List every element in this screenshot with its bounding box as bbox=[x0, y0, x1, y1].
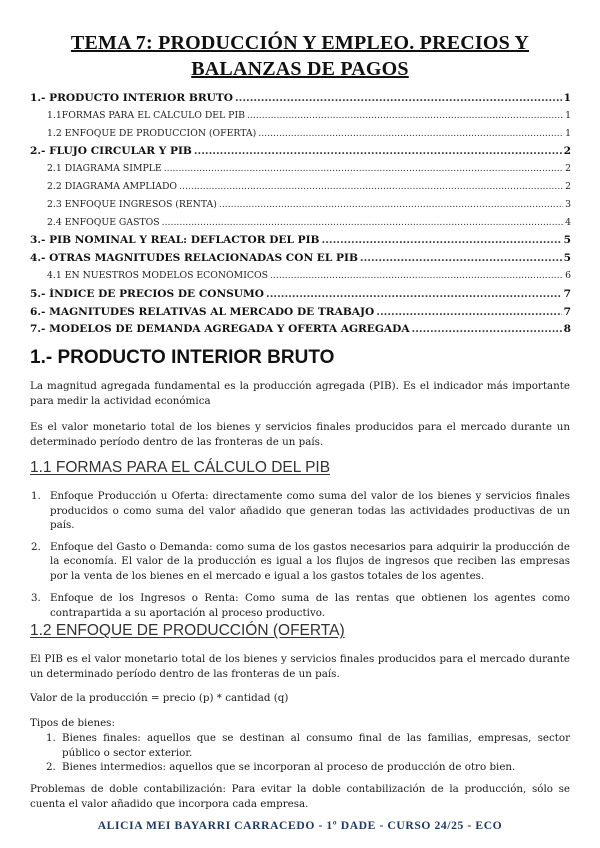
list-item-text: Bienes finales: aquellos que se destinan al consumo final de las familias, empresas, sector público o sector exterior. bbox=[62, 732, 570, 759]
toc-entry-label: 1.1FORMAS PARA EL CÁLCULO DEL PIB bbox=[47, 109, 245, 121]
paragraph-tipos-title: Tipos de bienes: bbox=[30, 717, 115, 729]
toc-entry-label: 2.2 DIAGRAMA AMPLIADO bbox=[47, 180, 178, 192]
toc-entry[interactable] bbox=[30, 252, 571, 270]
toc-entry[interactable] bbox=[30, 306, 571, 324]
toc-leader-dots bbox=[266, 288, 562, 300]
paragraph-magnitud: La magnitud agregada fundamental es la producción agregada (PIB). Es el indicador más importante para medir la actividad económica bbox=[30, 380, 570, 407]
toc-entry-page: 5 bbox=[563, 252, 571, 265]
list-item-number: 2. bbox=[31, 540, 41, 553]
toc-entry-label: 1.2 ENFOQUE DE PRODUCCIÓN (OFERTA) bbox=[47, 127, 257, 139]
list-item-text: Enfoque del Gasto o Demanda: como suma de los gastos necesarios para adquirir la producción de la economía. El valor de la producción es igual a los flujos de ingresos que reciben las empresas por la venta de los bienes en el mercado e igual a los gastos totales de los agentes. bbox=[50, 540, 570, 582]
toc-entry-label: 2.1 DIAGRAMA SIMPLE bbox=[47, 163, 162, 175]
toc-leader-dots bbox=[360, 252, 562, 264]
toc-entry-label: 4.1 EN NUESTROS MODELOS ECONÓMICOS bbox=[47, 269, 268, 281]
toc-leader-dots bbox=[179, 181, 563, 192]
toc-entry-page: 2 bbox=[565, 163, 571, 175]
list-item bbox=[46, 760, 570, 775]
toc-leader-dots bbox=[412, 323, 562, 335]
toc-entry[interactable] bbox=[30, 288, 571, 306]
toc-entry-page: 7 bbox=[563, 287, 571, 300]
toc-entry[interactable] bbox=[30, 234, 571, 252]
paragraph-doble-contabilizacion: Problemas de doble contabilización: Para evitar la doble contabilización de la producción, sólo se cuenta el valor añadido que incorpora cada empresa. bbox=[30, 783, 570, 810]
toc-leader-dots bbox=[247, 110, 563, 121]
toc-entry-label: 3.- PIB NOMINAL Y REAL: DEFLACTOR DEL PIB bbox=[30, 234, 320, 247]
toc-entry-label: 5.- ÍNDICE DE PRECIOS DE CONSUMO bbox=[30, 287, 265, 300]
toc-entry-page: 1 bbox=[565, 127, 571, 139]
toc-leader-dots bbox=[162, 217, 563, 228]
list-item bbox=[30, 540, 570, 584]
toc-entry[interactable] bbox=[30, 163, 571, 181]
toc-entry-page: 5 bbox=[563, 234, 571, 247]
toc-entry[interactable] bbox=[30, 110, 571, 128]
toc-entry-page: 6 bbox=[565, 269, 571, 281]
toc-entry-label: 1.- PRODUCTO INTERIOR BRUTO bbox=[30, 92, 233, 104]
list-item bbox=[30, 591, 570, 620]
toc-entry-label: 2.3 ENFOQUE INGRESOS (RENTA) bbox=[47, 198, 217, 210]
list-item bbox=[46, 731, 570, 760]
toc-entry-page: 7 bbox=[563, 305, 571, 318]
toc-entry-label: 4.- OTRAS MAGNITUDES RELACIONADAS CON EL PIB bbox=[30, 252, 358, 265]
toc-entry-page: 8 bbox=[563, 323, 571, 336]
toc-entry-page: 2 bbox=[565, 180, 571, 192]
toc-leader-dots bbox=[322, 234, 562, 246]
toc-leader-dots bbox=[235, 92, 562, 104]
list-item-number: 1. bbox=[31, 490, 41, 502]
toc-entry-page: 4 bbox=[565, 216, 571, 228]
toc-entry[interactable] bbox=[30, 128, 571, 146]
toc-entry-label: 6.- MAGNITUDES RELATIVAS AL MERCADO DE TRABAJO bbox=[30, 305, 375, 318]
toc-entry[interactable] bbox=[30, 145, 571, 163]
paragraph-pib-valor: El PIB es el valor monetario total de los bienes y servicios finales producidos para el mercado durante un determinado período dentro de las fronteras de un país. bbox=[30, 653, 570, 680]
enfoques-list bbox=[30, 489, 570, 620]
page-footer: ALICIA MEI BAYARRI CARRACEDO - 1º DADE - CURSO 24/25 - ECO bbox=[97, 819, 503, 832]
toc-leader-dots bbox=[258, 128, 563, 139]
paragraph-definicion: Es el valor monetario total de los bienes y servicios finales producidos para el mercado durante un determinado período dentro de las fronteras de un país. bbox=[30, 421, 570, 448]
document-title: TEMA 7: PRODUCCIÓN Y EMPLEO. PRECIOS Y BALANZAS DE PAGOS bbox=[70, 32, 530, 80]
toc-entry-page: 3 bbox=[565, 198, 571, 210]
toc-entry[interactable] bbox=[30, 217, 571, 235]
subsection-heading-produccion: 1.2 ENFOQUE DE PRODUCCIÓN (OFERTA) bbox=[30, 622, 345, 639]
toc-entry-page: 1 bbox=[563, 92, 571, 104]
toc-entry[interactable] bbox=[30, 92, 571, 110]
toc-leader-dots bbox=[164, 163, 563, 174]
toc-leader-dots bbox=[270, 270, 563, 281]
paragraph-formula: Valor de la producción = precio (p) * cantidad (q) bbox=[30, 692, 289, 704]
toc-entry[interactable] bbox=[30, 199, 571, 217]
list-item-number: 2. bbox=[46, 761, 56, 773]
toc-leader-dots bbox=[219, 199, 563, 210]
toc-entry-page: 2 bbox=[563, 145, 571, 158]
toc-entry-label: 2.- FLUJO CIRCULAR Y PIB bbox=[30, 145, 192, 158]
section-heading-pib: 1.- PRODUCTO INTERIOR BRUTO bbox=[30, 347, 335, 368]
list-item-text: Enfoque Producción u Oferta: directamente como suma del valor de los bienes y servicios finales producidos o como suma del valor añadido que generan todas las actividades productivas de un país. bbox=[50, 490, 570, 531]
toc-entry[interactable] bbox=[30, 323, 571, 341]
toc-entry-label: 7.- MODELOS DE DEMANDA AGREGADA Y OFERTA AGREGADA bbox=[30, 323, 410, 336]
toc-entry-label: 2.4 ENFOQUE GASTOS bbox=[47, 216, 160, 228]
toc-entry-page: 1 bbox=[565, 109, 571, 121]
toc-leader-dots bbox=[376, 306, 561, 318]
list-item-number: 3. bbox=[31, 592, 41, 604]
tipos-bienes-list bbox=[46, 731, 570, 775]
list-item bbox=[30, 489, 570, 533]
list-item-text: Enfoque de los Ingresos o Renta: Como suma de las rentas que obtienen los agentes como contrapartida a su aportación al proceso productivo. bbox=[50, 592, 570, 619]
list-item-number: 1. bbox=[46, 732, 56, 744]
table-of-contents bbox=[30, 92, 571, 341]
toc-leader-dots bbox=[194, 145, 562, 157]
list-item-text: Bienes intermedios: aquellos que se incorporan al proceso de producción de otro bien. bbox=[62, 761, 516, 773]
toc-entry[interactable] bbox=[30, 181, 571, 199]
toc-entry[interactable] bbox=[30, 270, 571, 288]
subsection-heading-formas: 1.1 FORMAS PARA EL CÁLCULO DEL PIB bbox=[30, 459, 331, 476]
